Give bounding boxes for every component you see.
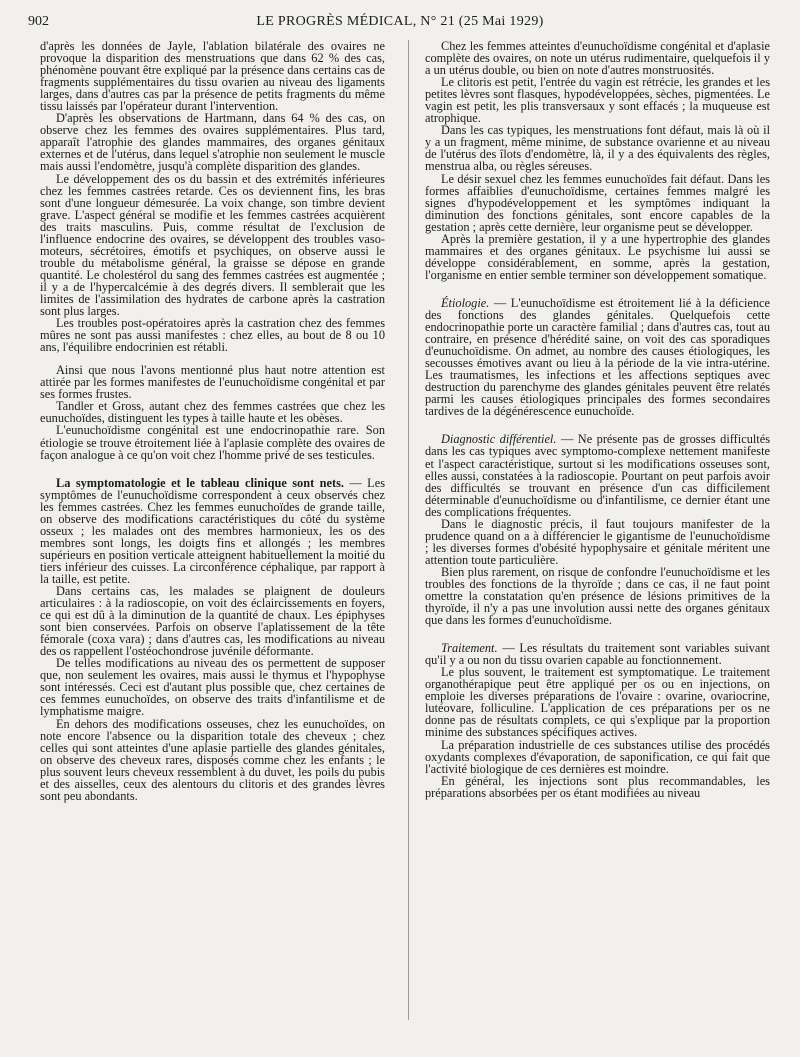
paragraph — [40, 718, 385, 802]
paragraph-text: — Les résultats du traitement sont variables suivant qu'il y a ou non du tissu ovarien capable au fonctionnement. — [425, 641, 770, 668]
paragraph — [425, 297, 770, 417]
running-header — [28, 12, 772, 34]
paragraph — [40, 585, 385, 657]
right-column — [425, 40, 770, 799]
paragraph — [425, 40, 770, 76]
paragraph — [40, 317, 385, 353]
left-column — [40, 40, 385, 802]
paragraph-text: Chez les femmes atteintes d'eunuchoïdisme congénital et d'aplasie complète des ovaires, on note un utérus rudimentaire, quelquefois il y a un utérus double, ou bien on note d'autres monstruosités. — [425, 39, 770, 78]
paragraph-text: En dehors des modifications osseuses, chez les eunuchoïdes, on note encore l'absence ou la disparition totale des cheveux ; chez celles qui sont atteintes d'une aplasie partielle des glandes génitales, on observe des cheveux rares, disposés comme chez les enfants ; le plus souvent leurs cheveux ressemblent à du duvet, les poils du pubis et des aisselles, ceux des alentours du clitoris et des grandes lèvres sont peu abondants. — [40, 716, 385, 803]
paragraph-text: Bien plus rarement, on risque de confondre l'eunuchoïdisme et les troubles des fonctions de la thyroïde ; dans ce cas, il ne faut point omettre la constatation qu'en présence de lésions primitives de la thyroïde, il n'y a pas une involution aussi nette des organes génitaux que dans les formes d'eunuchoïdisme. — [425, 564, 770, 628]
paragraph — [40, 477, 385, 585]
paragraph — [40, 400, 385, 424]
paragraph — [425, 775, 770, 799]
section-label: Diagnostic différentiel. — [441, 432, 557, 447]
paragraph-text: Dans le diagnostic précis, il faut toujours manifester de la prudence quand on a à différencier le gigantisme de l'eunuchoïdisme ; les diverses formes d'obésité hypophysaire et génitale méritent une attention toute particulière. — [425, 516, 770, 567]
paragraph-text: De telles modifications au niveau des os permettent de supposer que, non seulement les ovaires, mais aussi le thymus et l'hypophyse sont intéressés. Ceci est d'autant plus possible que, chez certaines de ces femmes eunuchoïdes, on observe des traits d'infantilisme et de lymphatisme maigre. — [40, 656, 385, 719]
paragraph — [425, 173, 770, 233]
paragraph-text: Le désir sexuel chez les femmes eunuchoïdes fait défaut. Dans les formes affaiblies d'eunuchoïdisme, certaines femmes malgré les signes d'hypodéveloppement et les symptômes indiquant la diminution des fonctions génitales, sont encore capables de la gestation ; après cette dernière, leur organisme peut se développer. — [425, 171, 770, 234]
section-heading: La symptomatologie et le tableau clinique sont nets. — [56, 475, 344, 490]
paragraph — [425, 666, 770, 738]
paragraph-text: D'après les observations de Hartmann, dans 64 % des cas, on observe chez les femmes des ovaires supplémentaires. Plus tard, apparaît l'atrophie des glandes mammaires, des organes génitaux externes et de l'utérus, dans lequel s'atrophie non seulement le muscle mais aussi l'endomètre, jusqu'à complète disparition des glandes. — [40, 111, 385, 174]
paragraph-text: Après la première gestation, il y a une hypertrophie des glandes mammaires et des organes génitaux. Le psychisme lui aussi se développe considérablement, en somme, après la gestation, l'organisme en entier semble terminer son développement somatique. — [425, 231, 770, 282]
paragraph-text: L'eunuchoïdisme congénital est une endocrinopathie rare. Son étiologie se trouve étroitement liée à l'aplasie complète des ovaires de façon analogue à ce qu'on voit chez l'homme privé de ses testicules. — [40, 423, 385, 462]
paragraph-text: — Les symptômes de l'eunuchoïdisme correspondent à ceux observés chez les femmes castrées. Chez les femmes eunuchoïdes de grande taille, on observe des modifications caractéristiques du côté du système osseux ; les malades ont des membres harmonieux, les os des membres sont longs, les doigts fins et allongés ; les membres supérieurs en position verticale atteignent habituellement la moitié du tiers inférieur des cuisses. La circonférence céphalique, par rapport à la taille, est petite. — [40, 475, 385, 586]
paragraph-text: La préparation industrielle de ces substances utilise des procédés oxydants complexes d'évaporation, de saponification, ce qui fait que l'activité biologique de ces dernières est moindre. — [425, 737, 770, 776]
paragraph-text: — Ne présente pas de grosses difficultés dans les cas typiques avec symptomo-complexe nettement manifeste et l'aspect caractéristique, surtout si les modifications osseuses sont, elles aussi, constatées à la radioscopie. Pourtant on peut parfois avoir des difficultés se trouvant en présence d'un cas difficilement déterminable d'eunuchoïdisme ou d'infantilisme, ce dernier étant une des complications fréquentes. — [425, 432, 771, 519]
paragraph-text: Le clitoris est petit, l'entrée du vagin est rétrécie, les grandes et les petites lèvres sont flasques, hypodéveloppées, sèches, pigmentées. Le vagin est petit, les plis transversaux y sont effacés ; la muqueuse est atrophique. — [425, 75, 770, 126]
paragraph-text: Le développement des os du bassin et des extrémités inférieures chez les femmes castrées retarde. Ces os deviennent fins, les bras sont d'une longueur démesurée. La voix change, son timbre devient grave. L'aspect général se modifie et les femmes castrées acquièrent des traits masculins. Puis, comme résultat de l'exclusion de l'influence endocrine des ovaires, se développent des troubles vaso-moteurs, sécrétoires, émotifs et psychiques, on observe aussi le trouble du métabolisme général, la graisse se dépose en grande quantité. Le cholestérol du sang des femmes castrées est augmentée ; il y a de l'hypercalcémie à des degrés divers. Il semblerait que les limites de l'assimilation des hydrates de carbone après la castration sont plus larges. — [40, 171, 385, 319]
paragraph — [425, 76, 770, 124]
paragraph — [40, 173, 385, 318]
paragraph — [425, 518, 770, 566]
paragraph — [40, 424, 385, 460]
paragraph-text: d'après les données de Jayle, l'ablation bilatérale des ovaires ne provoque la disparition des menstruations que dans 62 % des cas, phénomène pouvant être expliqué par la présence dans certains cas de fragments supplémentaires du tissu ovarien au niveau des ligaments larges, dans d'autres cas par la présence de petits fragments du même tissu laissés par l'opérateur durant l'intervention. — [40, 39, 385, 114]
paragraph — [425, 642, 770, 666]
paragraph — [425, 233, 770, 281]
paragraph-text: Dans les cas typiques, les menstruations font défaut, mais là où il y a un fragment, même minime, de substance ovarienne et au niveau de l'utérus des îlots d'endomètre, là, il y a des équivalents des règles, menstrua alba, ou règles séreuses. — [425, 123, 770, 174]
paragraph-text: Dans certains cas, les malades se plaignent de douleurs articulaires : à la radioscopie, on voit des éclaircissements en foyers, ce qui est dû à la diminution de la quantité de chaux. Les épiphyses sont bien conservées. Parfois on observe l'aplatissement de la tête fémorale (coxa vara) ; dans d'autres cas, les modifications au niveau des os rappellent l'ostéochondrose juvénile déformante. — [40, 584, 385, 659]
paragraph — [425, 566, 770, 626]
paragraph — [425, 433, 770, 517]
journal-title: LE PROGRÈS MÉDICAL, N° 21 (25 Mai 1929) — [256, 14, 544, 29]
paragraph — [425, 739, 770, 775]
page-number: 902 — [28, 14, 49, 29]
paragraph — [40, 112, 385, 172]
paragraph-text: Les troubles post-opératoires après la castration chez des femmes mûres ne sont pas aussi manifestes : chez elles, au bout de 8 ou 10 ans, l'équilibre endocrinien est rétabli. — [40, 316, 385, 355]
column-divider — [408, 40, 409, 1020]
paragraph — [40, 657, 385, 717]
paragraph-text: Le plus souvent, le traitement est symptomatique. Le traitement organothérapique peut être appliqué per os ou en injections, on emploie les diverses préparations de l'ovaire : ovarine, ovariocrine, lutéovare, folliculine. L'application de ces préparations per os ne donne pas de résultats complets, ce qui s'explique par la proportion minime des substances spécifiques actives. — [425, 665, 770, 740]
section-label: Traitement. — [441, 641, 498, 656]
paragraph — [425, 124, 770, 172]
paragraph-text: Tandler et Gross, autant chez des femmes castrées que chez les eunuchoïdes, distinguent les types à taille haute et les obèses. — [40, 399, 385, 426]
paragraph-text: En général, les injections sont plus recommandables, les préparations absorbées per os étant modifiées au niveau — [425, 773, 770, 800]
paragraph-text: — L'eunuchoïdisme est étroitement lié à la déficience des fonctions des glandes génitales. Quelquefois cette endocrinopathie porte un caractère familial ; dans d'autres cas, tout au contraire, en présence d'hérédité saine, on voit des cas sporadiques d'eunuchoïdisme. On admet, au nombre des causes étiologiques, les secousses émotives avant ou lieu à la période de la vie intra-utérine. Les traumatismes, les infections et les affections septiques avec destruction du parenchyme des glandes génitales peuvent être relatés parmi les causes étiologiques principales des formes secondaires tardives de la dégénérescence eunuchoïde. — [425, 295, 770, 419]
paragraph-text: Ainsi que nous l'avons mentionné plus haut notre attention est attirée par les formes manifestes de l'eunuchoïdisme congénital et par ses formes frustes. — [40, 363, 385, 402]
paragraph — [40, 40, 385, 112]
paragraph — [40, 364, 385, 400]
section-label: Étiologie. — [441, 295, 490, 310]
